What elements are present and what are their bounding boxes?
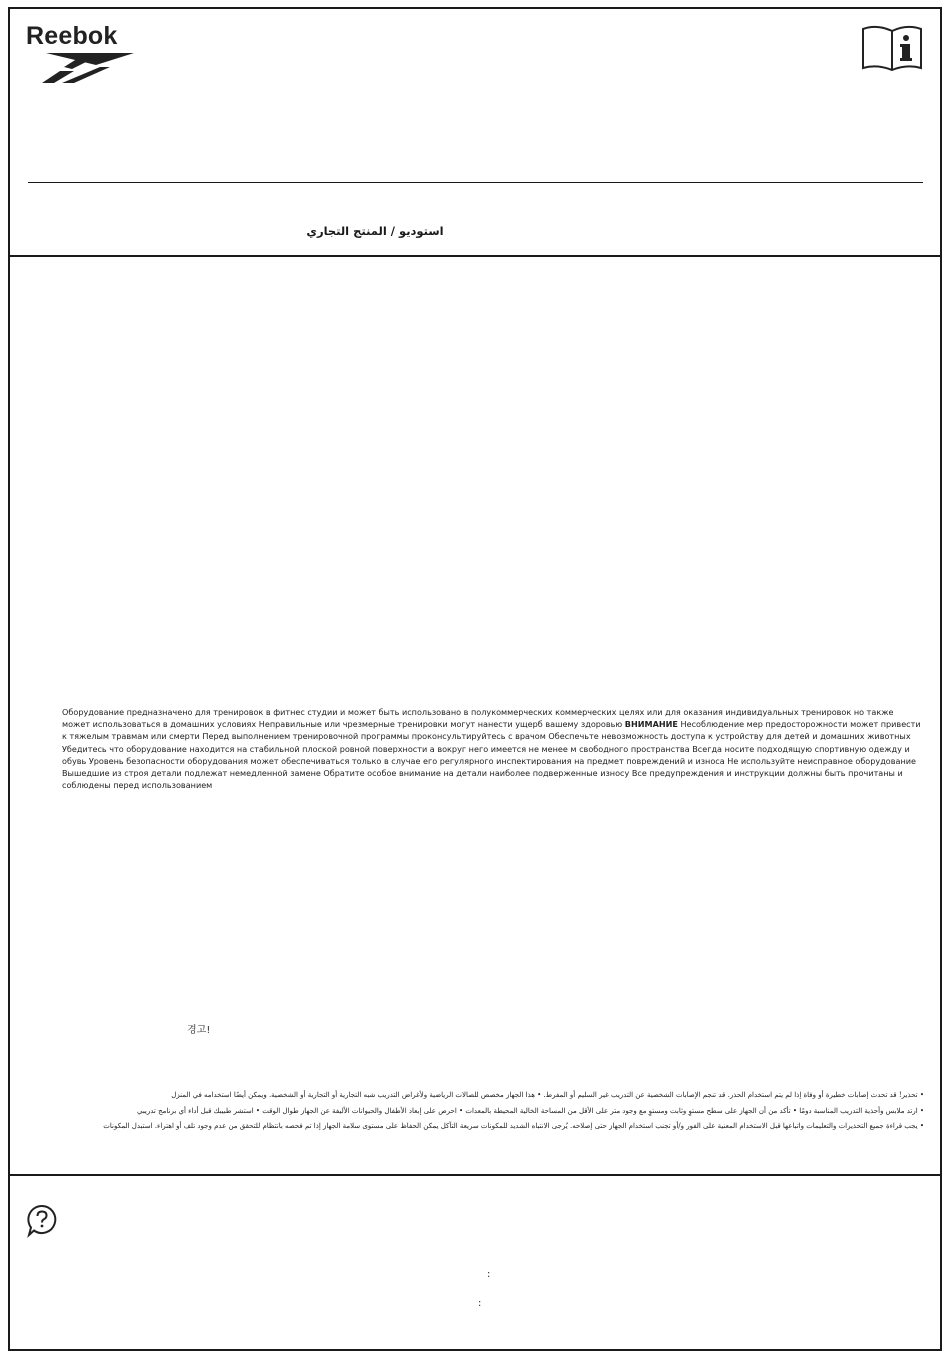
ar-line-1: • تحذير! قد تحدث إصابات خطيرة أو وفاة إذا لم يتم استخدام الحذر. قد تنجم الإصابات الشخصية عن التدريب غير السليم أو المفرط. • هذا الجهاز مخصص للصالات الرياضية ولأغراض التدريب شبه التجارية أو التجارية أو الشخصية. ويمكن أيضًا استخدامه في المنزل [171,1091,924,1099]
manual-info-icon [860,24,924,72]
arabic-safety-text [50,1088,924,1135]
ru-warning-label: ВНИМАНИЕ [624,719,678,730]
logo-text: Reebok [26,22,118,50]
page-frame [8,7,942,1351]
ru-text-part2: Несоблюдение мер предосторожности может привести к тяжелым травмам или смерти Перед выполнением тренировочной программы проконсультируйтесь с врачом Обеспечьте невозможность доступа к устройству для детей и домашних животных Убедитесь что оборудование находится на стабильной плоской ровной поверхности а вокруг него имеется не менее м свободного пространства Всегда носите подходящую спортивную одежду и обувь Уровень безопасности оборудования может обеспечиваться только в случае его регулярного инспектирования на предмет повреждений и износа Не используйте неисправное оборудование Вышедшие из строя детали подлежат немедленной замене Обратите особое внимание на детали наиболее подверженные износу Все предупреждения и инструкции должны быть прочитаны и соблюдены перед использованием [62,719,921,791]
footer-colon-1: : [487,1269,491,1280]
korean-warning-label: 경고! [187,1025,211,1036]
header-divider [8,255,942,257]
question-bubble-icon [26,1204,58,1238]
ar-line-2: • ارتد ملابس وأحذية التدريب المناسبة دومًا • تأكد من أن الجهاز على سطح مستوٍ وثابت ومستوٍ مع وجود متر على الأقل من المساحة الخالية المحيطة بالمعدات • احرص على إبعاد الأطفال والحيوانات الأليفة عن الجهاز طوال الوقت • استشر طبيبك قبل أداء أي برنامج تدريبي [136,1106,924,1115]
header-rule [28,182,923,183]
product-category-title: استوديو / المنتج التجاري [306,224,444,238]
footer-divider [8,1174,942,1176]
russian-safety-text [62,706,924,791]
reebok-logo [26,22,138,84]
reebok-vector-icon [34,53,142,83]
footer-colon-2: : [478,1298,482,1309]
ru-text-part1: Оборудование предназначено для тренировок в фитнес студии и может быть использовано в полукоммерческих коммерческих целях или для оказания индивидуальных тренировок но также может использоваться в домашних условиях Неправильные или чрезмерные тренировки могут нанести ущерб вашему здоровью [62,707,894,730]
ar-line-3: • يجب قراءة جميع التحذيرات والتعليمات واتباعها قبل الاستخدام المعنية على الفور و/أو تجنب استخدام الجهاز حتى إصلاحه. يُرجى الانتباه الشديد للمكونات سريعة التآكل يمكن الحفاظ على مستوى سلامة الجهاز إذا تم فحصه بانتظام للتحقق من عدم وجود تلف أو اهتراء. استبدل المكونات [103,1122,924,1130]
